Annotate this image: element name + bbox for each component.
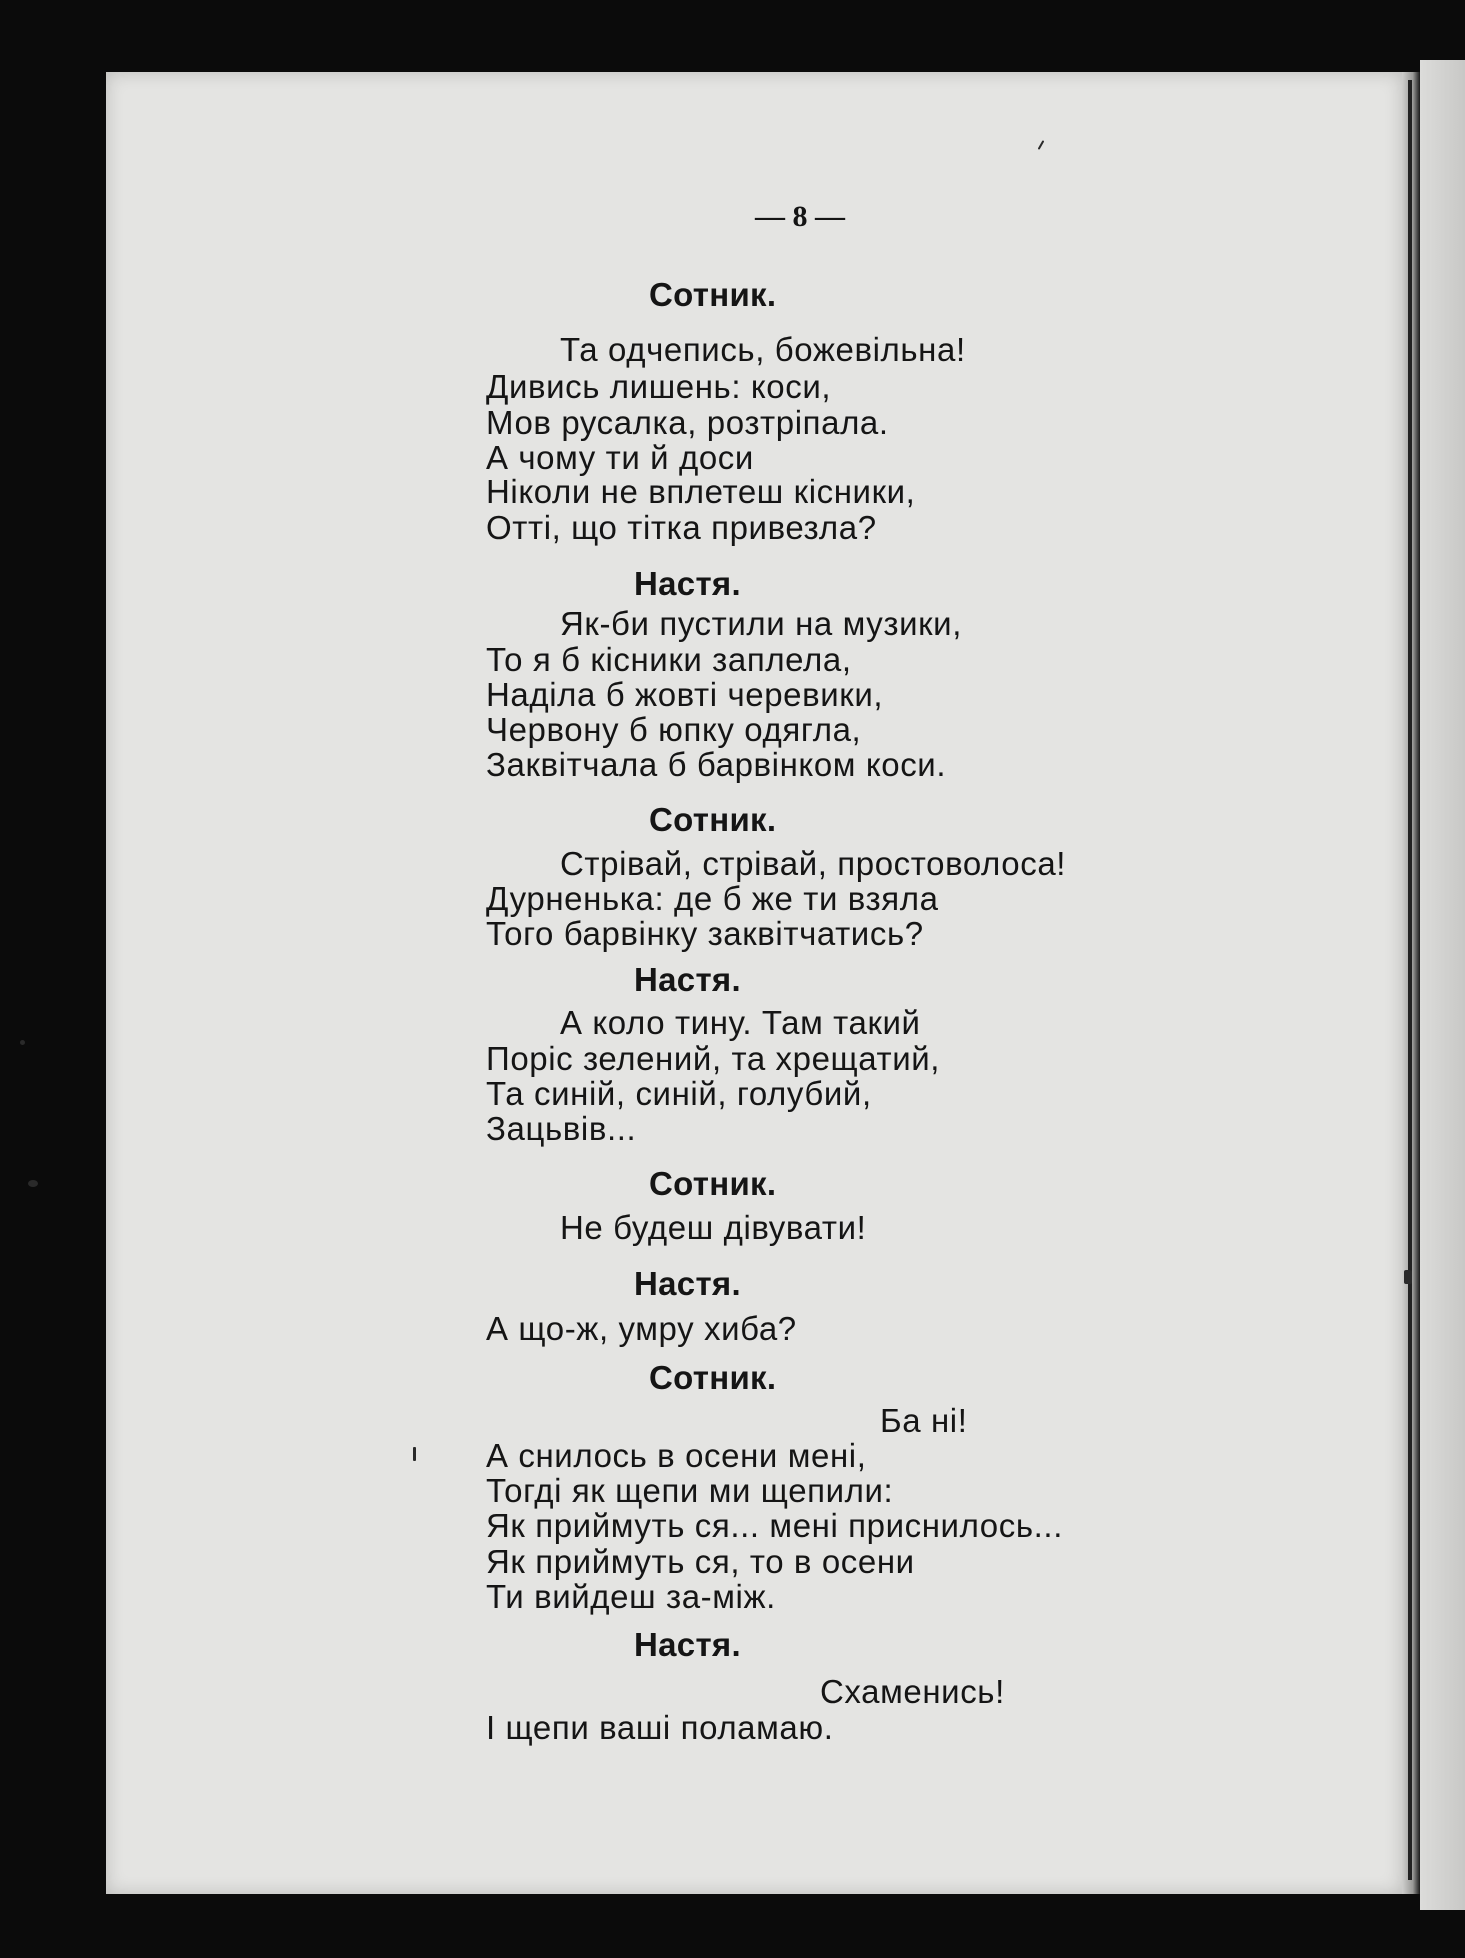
verse-line: А снилось в осени мені, — [486, 1437, 867, 1474]
speaker-name: Настя. — [634, 565, 741, 602]
scan-speck — [413, 1447, 416, 1461]
speaker-name: Сотник. — [649, 801, 777, 838]
verse-line: А чому ти й доси — [486, 439, 754, 476]
verse-line: Та одчепись, божевільна! — [560, 331, 966, 368]
adjacent-page-edge — [1420, 60, 1465, 1910]
verse-line: Як приймуть ся, то в осени — [486, 1543, 915, 1580]
verse-line: Того барвінку заквітчатись? — [486, 915, 924, 952]
verse-line: Отті, що тітка привезла? — [486, 509, 877, 546]
verse-line: І щепи ваші поламаю. — [486, 1709, 834, 1746]
verse-line: Заквітчала б барвінком коси. — [486, 746, 947, 783]
binding-gutter — [1408, 80, 1412, 1880]
speaker-name: Сотник. — [649, 276, 777, 313]
speaker-name: Сотник. — [649, 1359, 777, 1396]
verse-line: Ти вийдеш за-між. — [486, 1578, 776, 1615]
verse-line: Та синій, синій, голубий, — [486, 1075, 872, 1112]
verse-line: Стрівай, стрівай, простоволоса! — [560, 845, 1067, 882]
verse-line: Ніколи не вплетеш кісники, — [486, 473, 916, 510]
verse-line: А коло тину. Там такий — [560, 1004, 921, 1041]
verse-line: Поріс зелений, та хрещатий, — [486, 1040, 941, 1077]
verse-line: Дурненька: де б же ти взяла — [486, 880, 939, 917]
verse-line: Схаменись! — [820, 1673, 1005, 1710]
scan-speck — [20, 1040, 25, 1045]
page-number: — 8 — — [755, 200, 845, 233]
verse-line: А що-ж, умру хиба? — [486, 1310, 797, 1347]
verse-line: Тогді як щепи ми щепили: — [486, 1472, 894, 1509]
verse-line: Як приймуть ся... мені приснилось... — [486, 1507, 1063, 1544]
verse-line: Мов русалка, розтріпала. — [486, 404, 889, 441]
verse-line: Ба ні! — [880, 1402, 968, 1439]
verse-line: Дивись лишень: коси, — [486, 368, 832, 405]
verse-line: Не будеш дівувати! — [560, 1209, 867, 1246]
scan-speck — [1404, 1270, 1412, 1284]
scan-speck — [28, 1180, 38, 1187]
speaker-name: Настя. — [634, 961, 741, 998]
speaker-name: Сотник. — [649, 1165, 777, 1202]
speaker-name: Настя. — [634, 1626, 741, 1663]
speaker-name: Настя. — [634, 1265, 741, 1302]
verse-line: Червону б юпку одягла, — [486, 711, 862, 748]
verse-line: То я б кісники заплела, — [486, 641, 852, 678]
verse-line: Наділа б жовті черевики, — [486, 676, 884, 713]
verse-line: Як-би пустили на музики, — [560, 605, 962, 642]
verse-line: Зацьвів... — [486, 1110, 637, 1147]
